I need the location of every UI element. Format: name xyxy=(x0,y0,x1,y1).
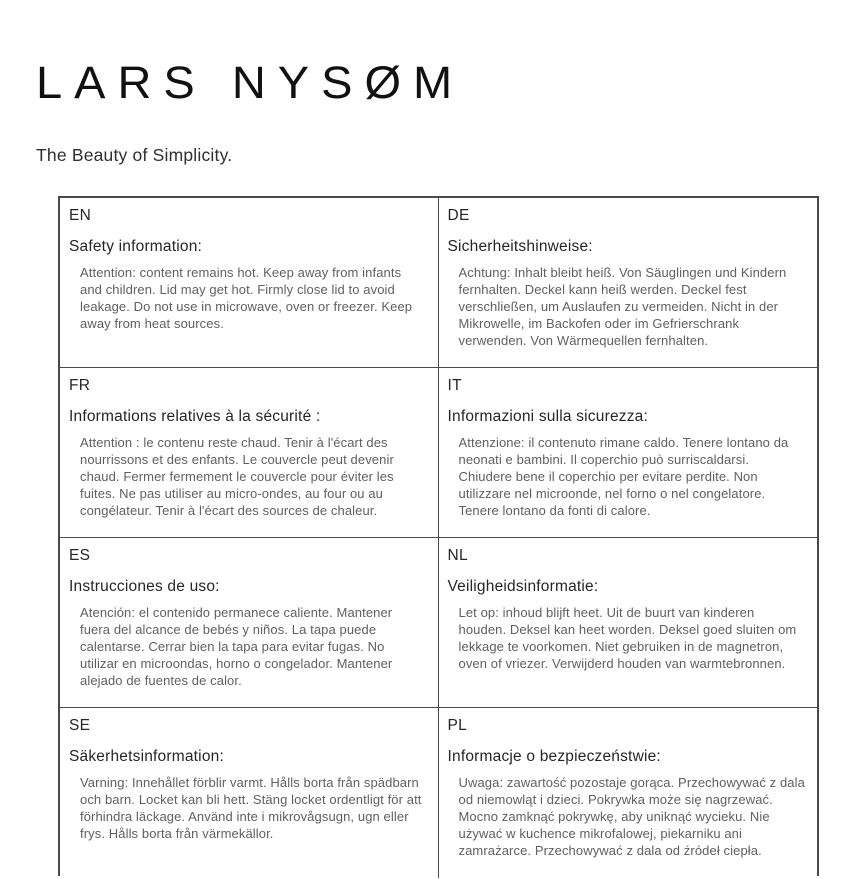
brand-header xyxy=(36,56,464,166)
safety-cell-en xyxy=(60,198,439,368)
section-heading-es: Instrucciones de uso: xyxy=(69,578,220,595)
safety-text-en: Attention: content remains hot. Keep away from infants and children. Lid may get hot. Firmly close lid to avoid leakage. Do not use in microwave, oven or freezer. Keep away from heat sources. xyxy=(80,265,413,331)
section-heading-fr: Informations relatives à la sécurité : xyxy=(69,408,321,425)
safety-text-fr: Attention : le contenu reste chaud. Tenir à l'écart des nourrissons et des enfants. Le couvercle peut devenir chaud. Fermer fermement le couvercle pour éviter les fuites. Ne pas utiliser au micro-ondes, au four ou au congélateur. Tenir à l'écart des sources de chaleur. xyxy=(80,435,394,518)
language-code-es: ES xyxy=(69,547,91,564)
section-heading-it: Informazioni sulla sicurezza: xyxy=(447,408,648,425)
safety-cell-fr xyxy=(60,368,439,538)
safety-text-it: Attenzione: il contenuto rimane caldo. Tenere lontano da neonati e bambini. Il coperchio può surriscaldarsi. Chiudere bene il coperchio per evitare perdite. Non utilizzare nel microonde, nel forno o nel congelatore. Tenere lontano da fonti di calore. xyxy=(458,435,789,518)
safety-text-de: Achtung: Inhalt bleibt heiß. Von Säuglingen und Kindern fernhalten. Deckel kann heiß werden. Deckel fest verschließen, um Auslaufen zu vermeiden. Nicht in der Mikrowelle, im Backofen oder im Gefrierschrank verwenden. Von Wärmequellen fernhalten. xyxy=(458,265,787,348)
section-heading-pl: Informacje o bezpieczeństwie: xyxy=(447,748,661,765)
language-code-fr: FR xyxy=(69,377,91,394)
safety-text-nl: Let op: inhoud blijft heet. Uit de buurt van kinderen houden. Deksel kan heet worden. Deksel goed sluiten om lekkage te voorkomen. Niet gebruiken in de magnetron, oven of vriezer. Verwijderd houden van warmtebronnen. xyxy=(458,605,797,671)
section-heading-de: Sicherheitshinweise: xyxy=(447,238,593,255)
language-code-se: SE xyxy=(69,717,91,734)
safety-cell-pl xyxy=(439,708,818,878)
language-code-pl: PL xyxy=(447,717,468,734)
safety-cell-se xyxy=(60,708,439,878)
language-code-it: IT xyxy=(447,377,462,394)
section-heading-se: Säkerhetsinformation: xyxy=(69,748,224,765)
safety-text-es: Atención: el contenido permanece caliente. Mantener fuera del alcance de bebés y niños. La tapa puede calentarse. Cerrar bien la tapa para evitar fugas. No utilizar en microondas, horno o congelador. Mantener alejado de fuentes de calor. xyxy=(80,605,393,688)
safety-text-pl: Uwaga: zawartość pozostaje gorąca. Przechowywać z dala od niemowląt i dzieci. Pokrywka może się nagrzewać. Mocno zamknąć pokrywkę, aby uniknąć wycieku. Nie używać w kuchence mikrofalowej, piekarniku ani zamrażarce. Przechowywać z dala od źródeł ciepła. xyxy=(458,775,805,858)
safety-cell-nl xyxy=(439,538,818,708)
language-code-de: DE xyxy=(447,207,470,224)
safety-cell-de xyxy=(439,198,818,368)
brand-logo: LARS NYSØM xyxy=(36,56,465,108)
safety-text-se: Varning: Innehållet förblir varmt. Hålls borta från spädbarn och barn. Locket kan bli hett. Stäng locket ordentligt för att förhindra läckage. Använd inte i mikrovågsugn, ugn eller frys. Hålls borta från värmekällor. xyxy=(80,775,422,841)
brand-tagline: The Beauty of Simplicity. xyxy=(36,145,233,165)
section-heading-en: Safety information: xyxy=(69,238,203,255)
section-heading-nl: Veiligheidsinformatie: xyxy=(447,578,599,595)
language-code-nl: NL xyxy=(447,547,468,564)
language-code-en: EN xyxy=(69,207,92,224)
safety-cell-it xyxy=(439,368,818,538)
safety-cell-es xyxy=(60,538,439,708)
safety-information-table xyxy=(58,196,819,876)
